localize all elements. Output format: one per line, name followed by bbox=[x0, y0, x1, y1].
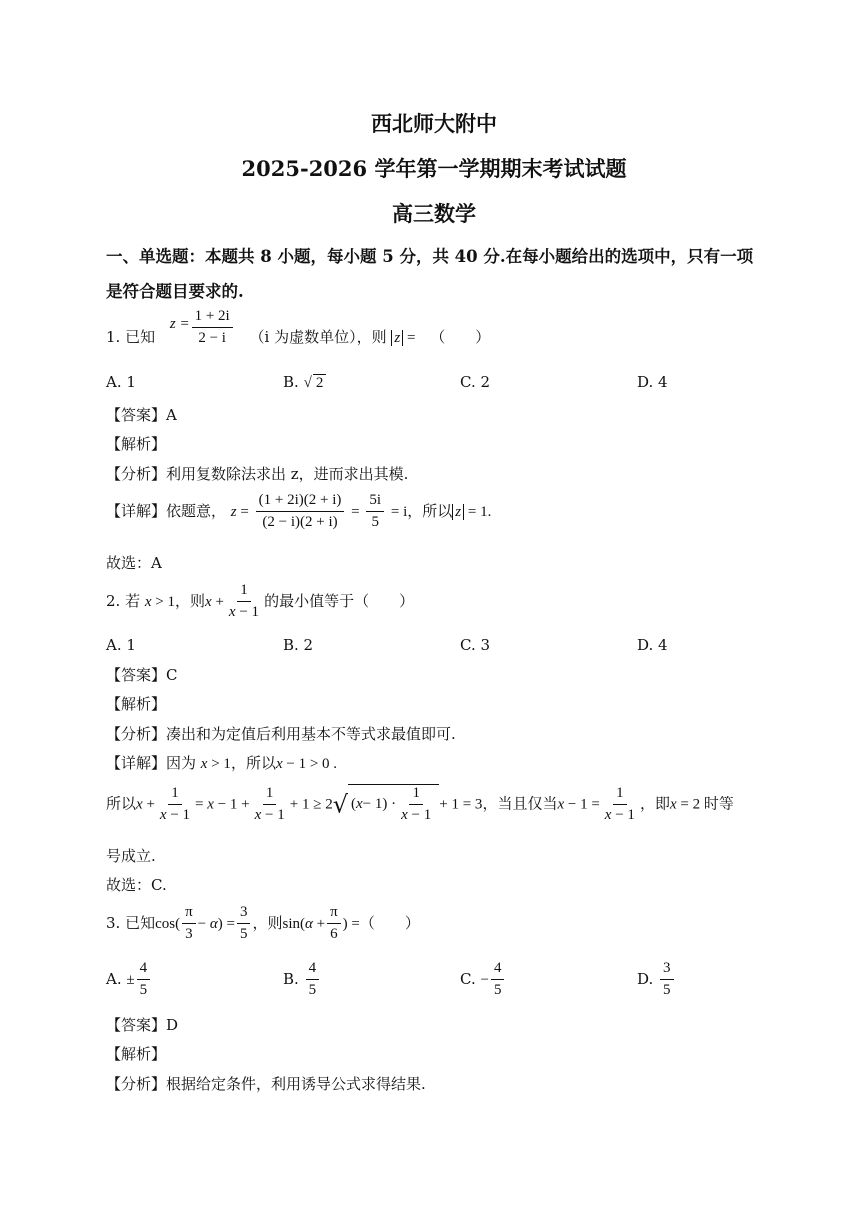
exam-title: 2025-2026 学年第一学期期末考试试题 bbox=[241, 156, 627, 181]
q1-analysis: 【分析】利用复数除法求出 z，进而求出其模. bbox=[106, 465, 409, 483]
q2-option-d: D. 4 bbox=[637, 636, 668, 654]
q3-option-b: B. $\frac{4}{5}$ bbox=[283, 960, 321, 1000]
q1-modulus: z bbox=[391, 330, 403, 346]
q2-option-c: C. 3 bbox=[460, 636, 491, 654]
q3-answer: 【答案】D bbox=[106, 1016, 179, 1034]
q1-stem: 1. 已知 z = $\frac{1 + 2i}{2 - i}$ （i 为虚数单位），则 z = （ ） bbox=[106, 308, 491, 347]
q3-option-c: C. − $\frac{4}{5}$ bbox=[460, 960, 506, 1000]
q1-answer: 【答案】A bbox=[106, 406, 177, 424]
q1-option-d: D. 4 bbox=[637, 373, 668, 391]
q3-stem: 3. 已知cos( $\frac{\pi}{3}$ − α) = $\frac{3}{5}$ ，则sin(α + $\frac{\pi}{6}$ ) =（ ） bbox=[106, 904, 420, 943]
q2-proof: 所以x + $\frac{1}{x - 1}$ = x − 1 + $\frac{1}{x - 1}$ + 1 ≥ 2√ ( x − 1) · $\frac{1}{x - 1}$ + 1 = 3，当且仅当x − 1 = $\frac{1}{x - 1}$ ，即x = 2 时等 bbox=[106, 784, 734, 824]
q1-note: （i 为虚数单位），则 bbox=[249, 327, 387, 346]
q1-conclusion: 故选：A bbox=[106, 554, 162, 572]
q2-answer: 【答案】C bbox=[106, 666, 178, 684]
q1-detail: 【详解】依题意， z = $\frac{(1 + 2i)(2 + i)}{(2 - i)(2 + i)}$ = $\frac{5i}{5}$ = i，所以 z = 1. bbox=[106, 492, 492, 531]
q2-option-a: A. 1 bbox=[106, 636, 136, 654]
q2-stem: 2. 若 x > 1，则x + $\frac{1}{x - 1}$ 的最小值等于（ ） bbox=[106, 582, 415, 621]
q3-jiexi: 【解析】 bbox=[106, 1045, 167, 1063]
q3-option-d: D. $\frac{3}{5}$ bbox=[637, 960, 676, 1000]
q3-option-a: A. ± $\frac{4}{5}$ bbox=[106, 960, 152, 1000]
q2-detail: 【详解】因为 x > 1，所以x − 1 > 0 . bbox=[106, 754, 338, 772]
section-heading-line2: 是符合题目要求的. bbox=[106, 282, 244, 301]
q1-option-c: C. 2 bbox=[460, 373, 491, 391]
q1-tail: （ ） bbox=[430, 327, 491, 346]
q1-fraction: $\frac{1 + 2i}{2 - i}$ bbox=[192, 308, 233, 348]
q1-formula: z = bbox=[169, 315, 190, 332]
school-title: 西北师大附中 bbox=[371, 111, 497, 136]
section-heading-line1: 一、单选题：本题共 8 小题，每小题 5 分，共 40 分.在每小题给出的选项中，只有一项 bbox=[106, 247, 754, 266]
q2-option-b: B. 2 bbox=[283, 636, 314, 654]
subject-title: 高三数学 bbox=[392, 201, 476, 226]
q1-option-a: A. 1 bbox=[106, 373, 136, 391]
q1-prefix: 1. 已知 bbox=[106, 327, 156, 346]
q2-proof-cont: 号成立. bbox=[106, 847, 156, 865]
q1-option-b: B. √ 2 bbox=[283, 373, 326, 392]
q2-conclusion: 故选：C. bbox=[106, 876, 167, 894]
q3-analysis: 【分析】根据给定条件，利用诱导公式求得结果. bbox=[106, 1075, 426, 1093]
q2-jiexi: 【解析】 bbox=[106, 695, 167, 713]
q1-jiexi: 【解析】 bbox=[106, 435, 167, 453]
q2-analysis: 【分析】凑出和为定值后利用基本不等式求最值即可. bbox=[106, 725, 456, 743]
